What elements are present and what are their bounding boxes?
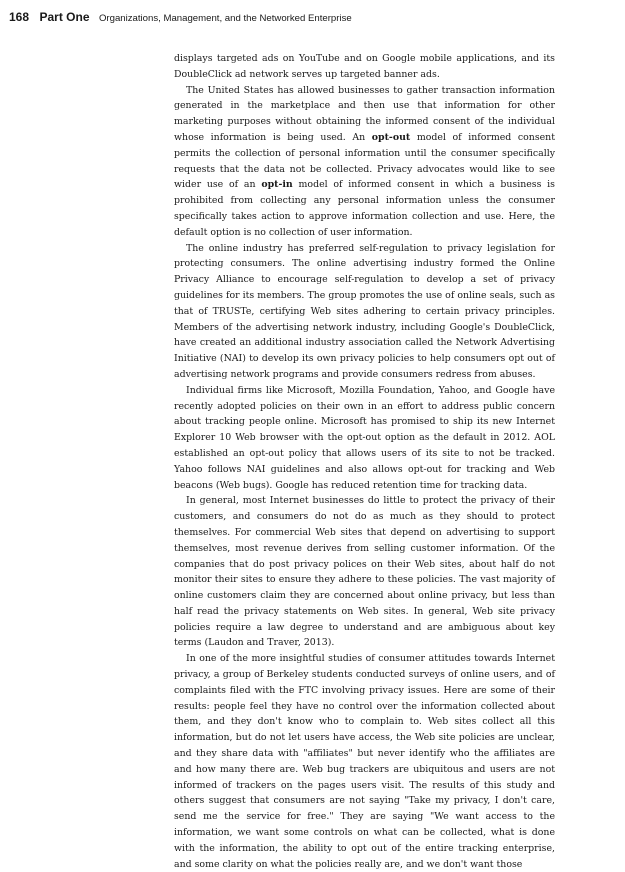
page-number: 168 bbox=[9, 10, 30, 24]
paragraph: displays targeted ads on YouTube and on Google mobile applications, and its DoubleClick ad network serves up targeted banner ads. bbox=[174, 53, 555, 80]
paragraph: The online industry has preferred self-regulation to privacy legislation for protecting consumers. The online advertising industry formed the Online Privacy Alliance to encourage self-regulation to develop a set of privacy guidelines for its members. The group promotes the use of online seals, such as that of TRUSTe, certifying Web sites adhering to certain privacy principles. Members of the advertising network industry, including Google's DoubleClick, have created an additional industry association called the Network Advertising Initiative (NAI) to develop its own privacy policies to help consumers opt out of advertising network programs and provide consumers redress from abuses. bbox=[174, 242, 555, 380]
body-text bbox=[174, 51, 555, 872]
running-title: Organizations, Management, and the Networked Enterprise bbox=[98, 13, 352, 24]
key-term-opt-in: opt-in bbox=[261, 179, 293, 191]
running-header bbox=[9, 8, 352, 26]
paragraph: In one of the more insightful studies of consumer attitudes towards Internet privacy, a group of Berkeley students conducted surveys of online users, and of complaints filed with the FTC involving privacy issues. Here are some of their results: people feel they have no control over the information collected about them, and they don't know who to complain to. Web sites collect all this information, but do not let users have access, the Web site policies are unclear, and they share data with "affiliates" but never identify who the affiliates are and how many there are. Web bug trackers are ubiquitous and users are not informed of trackers on the pages users visit. The results of this study and others suggest that consumers are not saying "Take my privacy, I don't care, send me the service for free." They are saying "We want access to the information, we want some controls on what can be collected, what is done with the information, the ability to opt out of the entire tracking enterprise, and some clarity on what the policies really are, and we don't want those bbox=[174, 653, 555, 870]
paragraph-text: The United States has allowed businesses to gather transaction information generated in the marketplace and then use that information for other marketing purposes without obtaining the informed consent of the individual whose information is being used. An bbox=[174, 84, 555, 143]
key-term-opt-out: opt-out bbox=[371, 131, 411, 143]
paragraph bbox=[174, 83, 555, 241]
paragraph-text: model of informed consent in which a business is prohibited from collecting any personal information unless the consumer specifically takes action to approve information collection and use. Here, the default option is no collection of user information. bbox=[174, 179, 555, 238]
paragraph: Individual firms like Microsoft, Mozilla Foundation, Yahoo, and Google have recently adopted policies on their own in an effort to address public concern about tracking people online. Microsoft has promised to ship its new Internet Explorer 10 Web browser with the opt-out option as the default in 2012. AOL established an opt-out policy that allows users of its site to not be tracked. Yahoo follows NAI guidelines and also allows opt-out for tracking and Web beacons (Web bugs). Google has reduced retention time for tracking data. bbox=[174, 384, 555, 491]
paragraph: In general, most Internet businesses do little to protect the privacy of their customers, and consumers do not do as much as they should to protect themselves. For commercial Web sites that depend on advertising to support themselves, most revenue derives from selling customer information. Of the companies that do post privacy polices on their Web sites, about half do not monitor their sites to ensure they adhere to these policies. The vast majority of online customers claim they are concerned about online privacy, but less than half read the privacy statements on Web sites. In general, Web site privacy policies require a law degree to understand and are ambiguous about key terms (Laudon and Traver, 2013). bbox=[174, 495, 555, 649]
part-label: Part One bbox=[39, 10, 90, 24]
paragraph-text: model of informed consent permits the collection of personal information until the consumer specifically requests that the data not be collected. Privacy advocates would like to see wider use of an bbox=[174, 131, 555, 191]
